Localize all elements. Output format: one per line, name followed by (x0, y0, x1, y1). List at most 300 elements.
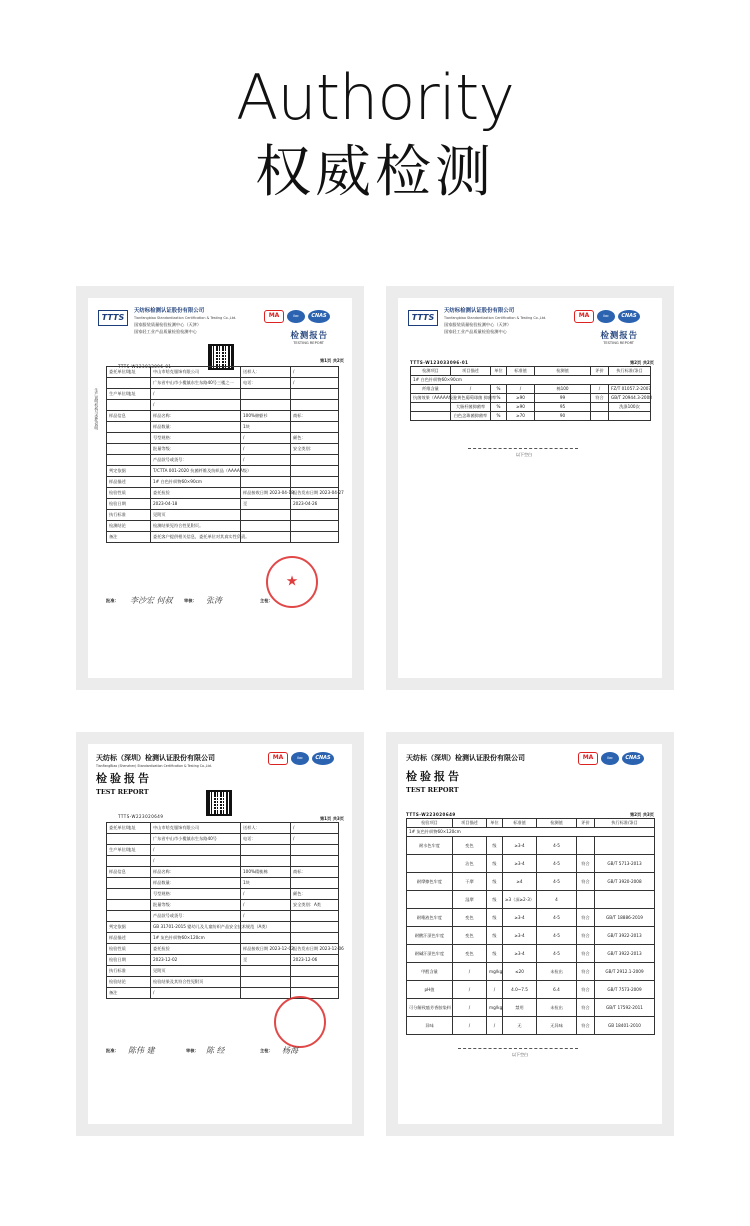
table-cell: 无 (503, 1017, 537, 1035)
table-cell: pH值 (407, 981, 453, 999)
company-name: 天纺标（深圳）检测认证股份有限公司 (406, 754, 525, 762)
table-cell: GB/T 3922-2013 (595, 945, 655, 963)
table-row (407, 945, 655, 963)
table-cell: 生产单位/地址 (107, 845, 151, 856)
table-cell: / (241, 433, 291, 444)
table-header-cell: 检测值 (535, 367, 591, 376)
table-cell (591, 403, 609, 412)
table-row (107, 922, 339, 933)
table-cell: 至 (241, 955, 291, 966)
table-cell: 2023-12-06 (291, 955, 339, 966)
ilac-badge-icon: ilac (597, 310, 615, 323)
report-title: 检验报告 (406, 770, 462, 783)
table-cell: 2023-12-02 (151, 955, 241, 966)
table-cell: 变色 (453, 927, 487, 945)
table-row (407, 927, 655, 945)
table-cell: GB/T 5713-2013 (595, 855, 655, 873)
report-page-1 (88, 298, 352, 678)
cnas-badge-icon: CNAS (308, 310, 330, 323)
table-cell: 样品数量： (151, 878, 241, 889)
table-cell (107, 455, 151, 466)
sig-label-review: 审核： (184, 598, 197, 603)
cma-badge-icon: MA (264, 310, 284, 323)
inspection-stamp-icon (274, 996, 326, 1048)
table-cell: 未检出 (537, 963, 577, 981)
table-cell: 符合 (577, 855, 595, 873)
table-cell: 执行标准 (107, 510, 151, 521)
sample-row (407, 828, 655, 837)
table-cell: 检验日期 (107, 499, 151, 510)
table-cell: 级 (487, 909, 503, 927)
table-row (107, 455, 339, 466)
sample-cell: 1# 灰色针织物60×120cm (407, 828, 655, 837)
signature-main: 杨海 (282, 1046, 298, 1055)
table-cell (241, 477, 291, 488)
report-table (106, 366, 344, 543)
table-cell (241, 933, 291, 944)
table-cell: 检验结论 (107, 977, 151, 988)
table-cell: ≥3-4 (503, 909, 537, 927)
table-row (107, 466, 339, 477)
table-cell: 中山市哈克服饰有限公司 (151, 367, 241, 378)
table-row (107, 532, 339, 543)
table-cell: 样品数量： (151, 422, 241, 433)
table-cell: ≥3-4 (503, 927, 537, 945)
table-cell (241, 977, 291, 988)
sample-row (411, 376, 651, 385)
table-cell: 批量等级： (151, 444, 241, 455)
company-name: 天纺标检测认证股份有限公司 (444, 308, 515, 314)
table-row (411, 403, 651, 412)
table-cell: 100%棉躯衫 (241, 411, 291, 422)
report-title-en: TEST REPORT (406, 786, 459, 794)
table-cell: 6.4 (537, 981, 577, 999)
table-cell: 4-5 (537, 909, 577, 927)
table-cell: 检验日期 (107, 955, 151, 966)
table-cell: 生产单位/地址 (107, 389, 151, 400)
table-header-cell: 项目描述 (451, 367, 491, 376)
table-cell (411, 412, 451, 421)
table-cell: 变色 (453, 945, 487, 963)
sub-center: 国家服装质量检验检测中心（天津） (444, 322, 512, 327)
table-cell: / (291, 367, 339, 378)
page-number: 第1页 共2页 (319, 358, 344, 363)
table-cell: ≥90 (507, 394, 535, 403)
table-cell: 符合 (577, 873, 595, 891)
table-header-row (407, 819, 655, 828)
report-card-4 (386, 732, 674, 1136)
company-name: 天纺标（深圳）检测认证股份有限公司 (96, 754, 215, 762)
signature-review: 陈 经 (206, 1046, 225, 1055)
table-cell (291, 389, 339, 400)
table-cell (241, 845, 291, 856)
table-cell: 商标： (291, 867, 339, 878)
table-cell: / (453, 981, 487, 999)
cma-badge-icon: MA (268, 752, 288, 765)
end-note: 以下空白 (512, 1052, 528, 1057)
table-row (107, 911, 339, 922)
table-cell: ≤20 (503, 963, 537, 981)
cnas-badge-icon: CNAS (312, 752, 334, 765)
table-cell: / (151, 400, 241, 411)
table-cell: 备注 (107, 532, 151, 543)
table-cell: 耐摩擦色牢度 (407, 873, 453, 891)
table-cell: GB/T 2912.1-2009 (595, 963, 655, 981)
ttts-logo-icon: TTTS (408, 310, 438, 326)
table-cell (291, 532, 339, 543)
table-cell (107, 400, 151, 411)
table-cell: GB/T 18886-2019 (595, 909, 655, 927)
table-cell (577, 891, 595, 909)
table-cell: 产品款号或货号： (151, 911, 241, 922)
table-cell: 符合 (577, 963, 595, 981)
table-row (107, 444, 339, 455)
table-cell: 样品描述 (107, 933, 151, 944)
table-cell (241, 521, 291, 532)
table-cell: 4 (537, 891, 577, 909)
table-row (411, 394, 651, 403)
table-cell: 洗涤100次 (609, 403, 651, 412)
table-cell: 4-5 (537, 837, 577, 855)
cnas-badge-icon: CNAS (622, 752, 644, 765)
table-cell: 99 (535, 394, 591, 403)
table-cell: T/CTTA 001-2020 抗菌纤维及纺织品（AAAAA级） (151, 466, 241, 477)
table-cell: 金黄色葡萄球菌 抑菌率 (451, 394, 491, 403)
table-row (107, 933, 339, 944)
table-cell: 检测结果见符合性见附页。 (151, 521, 241, 532)
table-cell: 符合 (591, 394, 609, 403)
table-cell: 委托检验 (151, 488, 241, 499)
table-row (407, 981, 655, 999)
cma-badge-icon: MA (574, 310, 594, 323)
table-row (107, 900, 339, 911)
page-number: 第2页 共2页 (629, 360, 654, 365)
table-cell (291, 922, 339, 933)
table-cell: GB/T 17592-2011 (595, 999, 655, 1017)
table-cell: % (491, 403, 507, 412)
table-cell: 委托单位/地址 (107, 823, 151, 834)
table-cell: / (291, 378, 339, 389)
table-cell: / (453, 963, 487, 981)
table-cell (291, 400, 339, 411)
table-cell: 见附页 (151, 510, 241, 521)
table-cell: 广东省中山市小榄镇东生东路40号三楼之一 (151, 378, 241, 389)
table-cell (291, 455, 339, 466)
table-cell (107, 378, 151, 389)
table-cell: 级 (487, 855, 503, 873)
table-cell (241, 389, 291, 400)
table-cell: % (491, 394, 507, 403)
table-cell: / (291, 823, 339, 834)
table-cell: 检验结果及其符合性见附页 (151, 977, 241, 988)
table-cell: 安全类别：A类 (291, 900, 339, 911)
table-cell: 委托客户提供相关信息，委托单位对其真实性负责。 (151, 532, 241, 543)
table-cell: mg/kg (487, 963, 503, 981)
table-cell: 备注 (107, 988, 151, 999)
table-cell: 禁用 (503, 999, 537, 1017)
table-cell: 样品接收日期 2023-12-02 (241, 944, 291, 955)
table-cell: 变色 (453, 837, 487, 855)
table-header-cell: 执行标准/条目 (595, 819, 655, 828)
report-title: 检验报告 (96, 772, 152, 785)
table-cell: 颜色： (291, 889, 339, 900)
company-name-en: Tianfangbiao Standardization Certification & Testing Co.,Ltd. (444, 315, 547, 320)
page-number: 第2页 共3页 (629, 812, 654, 817)
table-row (107, 845, 339, 856)
table-row (107, 499, 339, 510)
sig-label-review: 审核： (186, 1048, 199, 1053)
table-cell: ≥70 (507, 412, 535, 421)
company-name: 天纺标检测认证股份有限公司 (134, 308, 205, 314)
table-cell (291, 878, 339, 889)
sig-label-main: 主检： (260, 598, 273, 603)
report-title-en: TEST REPORT (96, 788, 149, 796)
table-cell: 中山市哈克服饰有限公司 (151, 823, 241, 834)
signature-approve: 陈伟 建 (128, 1046, 155, 1055)
table-cell (291, 477, 339, 488)
table-cell: GB 31701-2015 婴幼儿及儿童纺织产品安全技术规范（A类） (151, 922, 241, 933)
divider (468, 448, 578, 449)
table-cell (241, 988, 291, 999)
table-cell: 符合 (577, 945, 595, 963)
table-cell: 样品描述 (107, 477, 151, 488)
table-cell: 颜色： (291, 433, 339, 444)
sig-label-approve: 批准： (106, 1048, 119, 1053)
table-row (407, 999, 655, 1017)
table-cell: 见附页 (151, 966, 241, 977)
table-cell: 符合 (577, 1017, 595, 1035)
table-cell: 符合 (577, 909, 595, 927)
table-row (107, 823, 339, 834)
table-cell: 异味 (407, 1017, 453, 1035)
report-card-3 (76, 732, 364, 1136)
table-row (107, 977, 339, 988)
table-cell (107, 422, 151, 433)
table-cell: % (491, 412, 507, 421)
table-cell (291, 466, 339, 477)
table-row (107, 955, 339, 966)
table-cell (107, 856, 151, 867)
table-cell: 耐水色牢度 (407, 837, 453, 855)
table-row (107, 488, 339, 499)
table-header-cell: 评价 (577, 819, 595, 828)
table-row (407, 837, 655, 855)
cma-badge-icon: MA (578, 752, 598, 765)
table-cell (291, 977, 339, 988)
table-cell (107, 444, 151, 455)
table-row (107, 944, 339, 955)
sig-label-approve: 批准： (106, 598, 119, 603)
inspection-stamp-icon: ★ (266, 556, 318, 608)
table-cell: 样品信息 (107, 411, 151, 422)
table-cell: / (453, 1017, 487, 1035)
table-cell: / (151, 845, 241, 856)
table-cell: 未检出 (537, 999, 577, 1017)
report-page-2 (398, 298, 662, 678)
table-cell: 4.0~7.5 (503, 981, 537, 999)
table-cell (107, 900, 151, 911)
report-title-en: TESTING REPORT (293, 341, 324, 345)
table-row (107, 389, 339, 400)
table-row (407, 891, 655, 909)
table-header-cell: 标准值 (503, 819, 537, 828)
table-cell: / (241, 444, 291, 455)
table-cell: 级 (487, 891, 503, 909)
table-row (411, 385, 651, 394)
table-cell: 级 (487, 873, 503, 891)
qr-code-icon (206, 790, 232, 816)
sample-cell: 1# 白色针织物60×90cm (411, 376, 651, 385)
table-cell: / (291, 834, 339, 845)
table-cell (291, 422, 339, 433)
table-cell: 湿摩 (453, 891, 487, 909)
divider (458, 1048, 578, 1049)
table-cell: 安全类别： (291, 444, 339, 455)
table-cell: 产品款号或货号： (151, 455, 241, 466)
table-cell: 号型规格： (151, 889, 241, 900)
table-cell: 判定依据 (107, 466, 151, 477)
table-cell (411, 403, 451, 412)
table-cell: 大肠杆菌抑菌率 (451, 403, 491, 412)
table-cell (107, 911, 151, 922)
table-cell (407, 855, 453, 873)
table-cell: 抗菌效果（AAAAA级） (411, 394, 451, 403)
ttts-logo-icon: TTTS (98, 310, 128, 326)
table-cell: 棉100 (535, 385, 591, 394)
table-row (107, 966, 339, 977)
table-cell: 判定依据 (107, 922, 151, 933)
results-table (406, 818, 655, 1035)
sub-center-2: 国家轻工业产品质量检验检测中心 (444, 329, 507, 335)
report-card-2 (386, 286, 674, 690)
table-cell: 商标： (291, 411, 339, 422)
report-title-en: TESTING REPORT (603, 341, 634, 345)
table-cell: 干摩 (453, 873, 487, 891)
report-number: TTTS-W223020649 (406, 812, 456, 817)
table-cell: / (591, 385, 609, 394)
table-cell: 无异味 (537, 1017, 577, 1035)
report-number: TTTS-W123033096-01 (410, 360, 469, 365)
table-cell: 1块 (241, 878, 291, 889)
report-card-1 (76, 286, 364, 690)
table-header-cell: 检验项目 (407, 819, 453, 828)
table-cell: 甲醛含量 (407, 963, 453, 981)
table-cell: 符合 (577, 999, 595, 1017)
table-row (107, 834, 339, 845)
ilac-badge-icon: ilac (291, 752, 309, 765)
table-cell: GB/T 20944.3-2008 (609, 394, 651, 403)
table-cell: 2023-04-18 (151, 499, 241, 510)
table-row (107, 878, 339, 889)
table-row (407, 963, 655, 981)
table-cell (577, 837, 595, 855)
table-cell: / (151, 856, 241, 867)
table-row (107, 411, 339, 422)
table-cell: ≥3（深≥2-3） (503, 891, 537, 909)
table-cell (241, 966, 291, 977)
cnas-badge-icon: CNAS (618, 310, 640, 323)
table-row (107, 422, 339, 433)
table-cell: 检验性质 (107, 488, 151, 499)
table-cell: 广东省中山市小榄镇东生东路40号 (151, 834, 241, 845)
table-cell: 电话： (241, 834, 291, 845)
table-cell (107, 889, 151, 900)
table-cell (291, 966, 339, 977)
table-cell: 1# 灰色针织物60×120cm (151, 933, 241, 944)
table-cell (407, 891, 453, 909)
table-cell: 委托单位/地址 (107, 367, 151, 378)
table-cell: 4-5 (537, 873, 577, 891)
company-name-en: Tianfangbiao Standardization Certification & Testing Co.,Ltd. (134, 315, 237, 320)
table-header-cell: 单位 (491, 367, 507, 376)
table-cell: ≥90 (507, 403, 535, 412)
table-row (407, 909, 655, 927)
table-row (107, 477, 339, 488)
table-row (407, 1017, 655, 1035)
table-cell: 95 (535, 403, 591, 412)
table-header-cell: 单位 (487, 819, 503, 828)
table-row (107, 400, 339, 411)
report-page-4 (398, 744, 662, 1124)
table-cell (291, 856, 339, 867)
table-cell: 符合 (577, 981, 595, 999)
table-cell (291, 933, 339, 944)
table-cell: % (491, 385, 507, 394)
table-row (107, 856, 339, 867)
table-cell: / (507, 385, 535, 394)
table-cell (595, 837, 655, 855)
report-page-3 (88, 744, 352, 1124)
ilac-badge-icon: ilac (601, 752, 619, 765)
table-cell: 报告发布日期 2023-12-06 (291, 944, 339, 955)
table-cell: 沾色 (453, 855, 487, 873)
end-note: 以下空白 (516, 452, 532, 457)
table-cell: 4-5 (537, 945, 577, 963)
table-cell: 纤维含量 (411, 385, 451, 394)
table-cell: 耐碱汗渍色牢度 (407, 945, 453, 963)
table-cell: / (151, 988, 241, 999)
side-label: 生产说明机构与委托说明 (94, 388, 100, 430)
table-cell: 级 (487, 945, 503, 963)
table-cell (241, 856, 291, 867)
table-cell (241, 400, 291, 411)
table-cell: 送样人： (241, 367, 291, 378)
sub-center-2: 国家轻工业产品质量检验检测中心 (134, 329, 197, 335)
table-cell: ≥4 (503, 873, 537, 891)
sub-center: 国家服装质量检验检测中心（天津） (134, 322, 202, 327)
signature-review: 张涛 (206, 596, 222, 605)
table-header-cell: 执行标准/条目 (609, 367, 651, 376)
report-number: TTTS-W123033096-01 (118, 364, 172, 369)
table-cell: / (487, 1017, 503, 1035)
table-cell: 样品接收日期 2023-04-18 (241, 488, 291, 499)
table-cell (107, 834, 151, 845)
table-cell: 执行标准 (107, 966, 151, 977)
report-table (106, 822, 344, 999)
table-row (107, 867, 339, 878)
table-cell: 可分解致癌芳香胺染料 (407, 999, 453, 1017)
table-row (107, 510, 339, 521)
table-cell: ≥3-4 (503, 837, 537, 855)
table-cell: 耐酸汗渍色牢度 (407, 927, 453, 945)
table-cell: GB 18401-2010 (595, 1017, 655, 1035)
table-cell: / (241, 900, 291, 911)
table-cell: 检验性质 (107, 944, 151, 955)
table-cell: 报告发布日期 2023-04-27 (291, 488, 339, 499)
table-cell: FZ/T 01057.2-2007 (609, 385, 651, 394)
table-cell: 2023-04-26 (291, 499, 339, 510)
table-cell: ≥3-4 (503, 945, 537, 963)
